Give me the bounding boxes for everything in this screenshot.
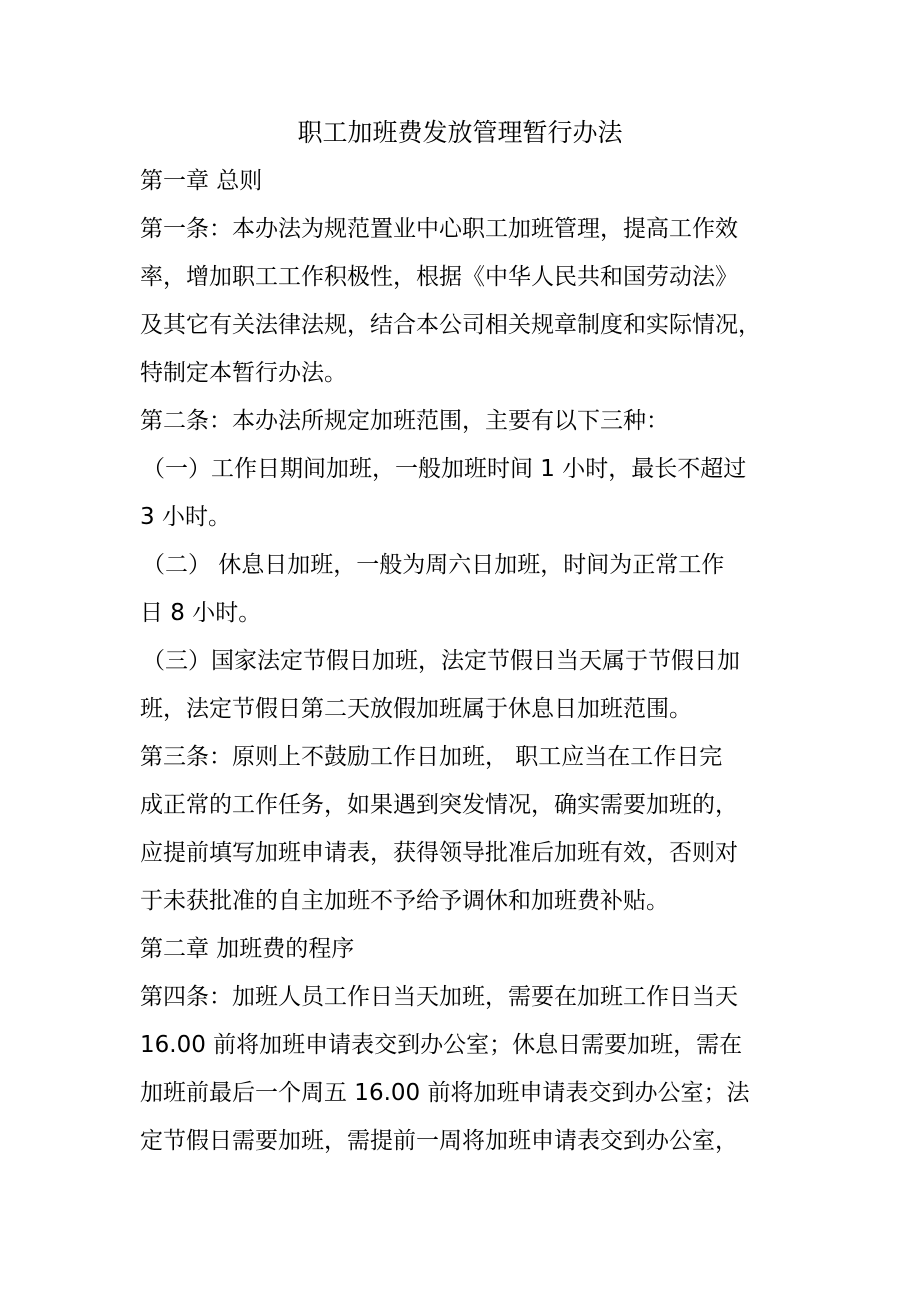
paragraph-line: 16.00 前将加班申请表交到办公室；休息日需要加班，需在 — [140, 1032, 743, 1058]
document-title: 职工加班费发放管理暂行办法 — [297, 118, 623, 147]
paragraph-line: （三）国家法定节假日加班，法定节假日当天属于节假日加 — [142, 648, 740, 674]
paragraph-line: 第三条：原则上不鼓励工作日加班， 职工应当在工作日完 — [140, 744, 723, 770]
paragraph-line: 加班前最后一个周五 16.00 前将加班申请表交到办公室；法 — [140, 1080, 750, 1106]
paragraph-line: 第二条：本办法所规定加班范围，主要有以下三种： — [140, 408, 669, 434]
paragraph-line: 班，法定节假日第二天放假加班属于休息日加班范围。 — [140, 696, 692, 722]
paragraph-line: 日 8 小时。 — [140, 600, 262, 626]
paragraph-line: 率，增加职工工作积极性，根据《中华人民共和国劳动法》 — [140, 264, 738, 290]
paragraph-line: （一）工作日期间加班，一般加班时间 1 小时，最长不超过 — [142, 456, 747, 482]
chapter-heading: 第一章 总则 — [140, 168, 263, 194]
paragraph-line: （二） 休息日加班，一般为周六日加班，时间为正常工作 — [142, 552, 725, 578]
paragraph-line: 应提前填写加班申请表，获得领导批准后加班有效，否则对 — [140, 840, 738, 866]
paragraph-line: 3 小时。 — [140, 504, 231, 530]
paragraph-line: 于未获批准的自主加班不予给予调休和加班费补贴。 — [140, 888, 669, 914]
chapter-heading: 第二章 加班费的程序 — [140, 936, 355, 962]
paragraph-line: 及其它有关法律法规，结合本公司相关规章制度和实际情况， — [140, 312, 761, 338]
paragraph-line: 第四条：加班人员工作日当天加班，需要在加班工作日当天 — [140, 984, 738, 1010]
paragraph-line: 成正常的工作任务，如果遇到突发情况，确实需要加班的， — [140, 792, 738, 818]
paragraph-line: 特制定本暂行办法。 — [140, 360, 347, 386]
paragraph-line: 第一条：本办法为规范置业中心职工加班管理，提高工作效 — [140, 216, 738, 242]
paragraph-line: 定节假日需要加班，需提前一周将加班申请表交到办公室， — [140, 1128, 738, 1154]
